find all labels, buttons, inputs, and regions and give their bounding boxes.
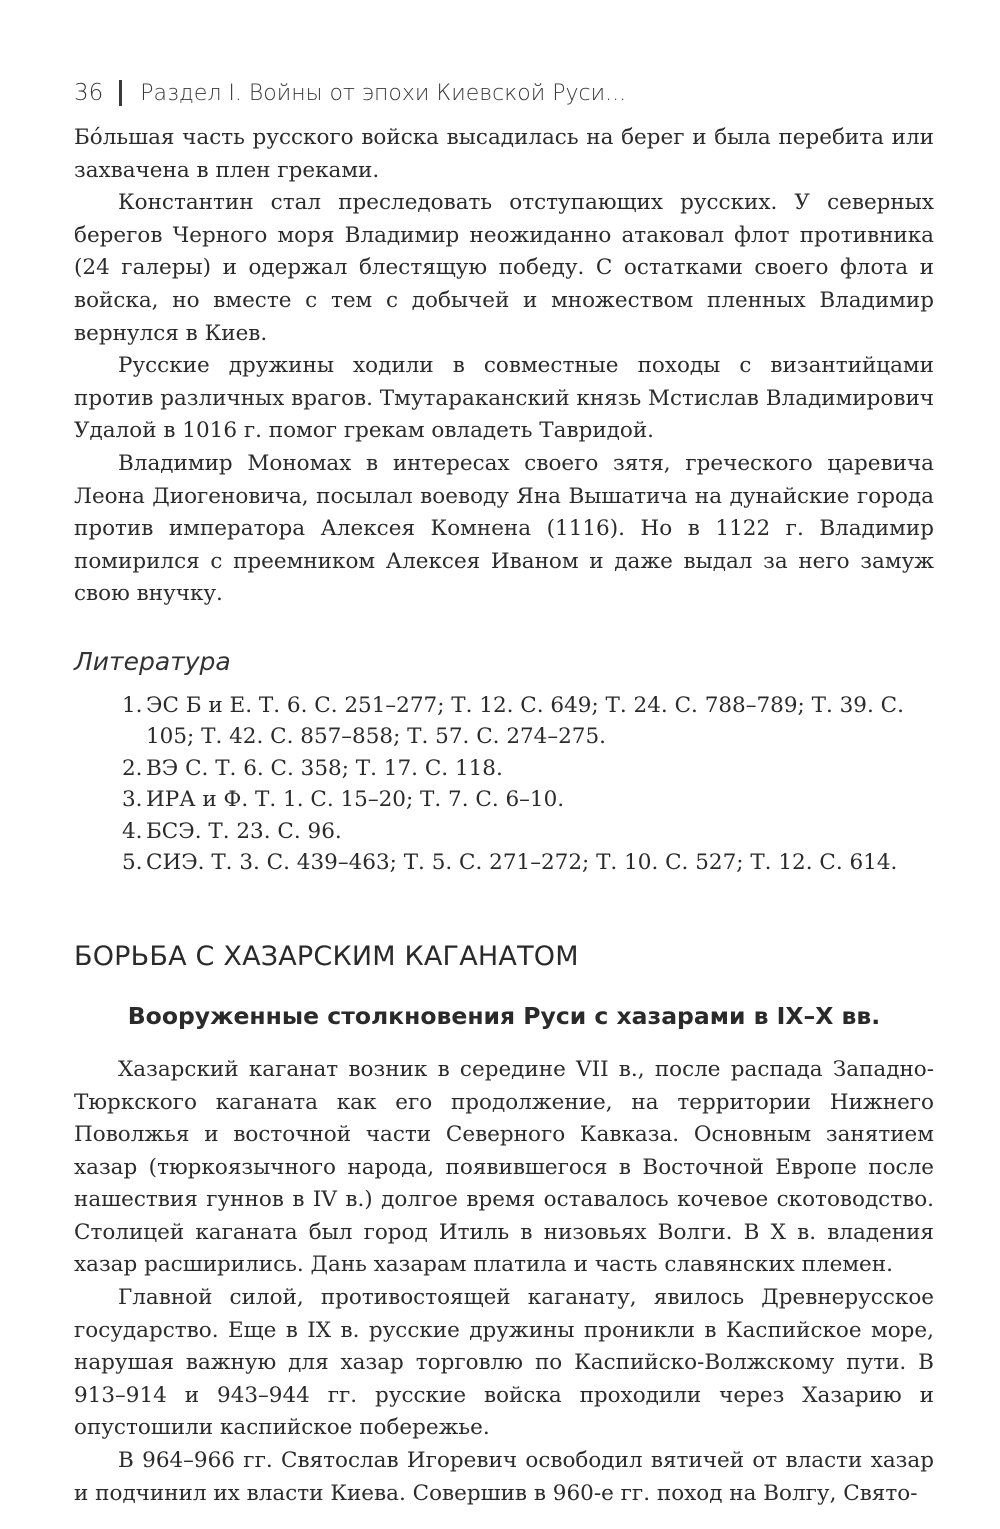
paragraph: Главной силой, противостоящей каганату, явилось Древнерусское государство. Еще в IX в. русские дружины проникли в Каспийское море, нарушая важную для хазар торговлю по Каспийско-Волжскому пути. В 913–914 и 943–944 гг. русские войска проходили через Хазарию и опустошили каспийское побережье. [74, 1285, 934, 1441]
running-title: Раздел I. Войны от эпохи Киевской Руси... [140, 80, 627, 106]
running-header [74, 68, 934, 118]
item-text: БСЭ. Т. 23. С. 96. [146, 818, 342, 844]
section-subheading: Вооруженные столкновения Руси с хазарами в IX–X вв. [127, 1001, 881, 1030]
literature-item [122, 753, 934, 785]
header-divider [119, 80, 122, 106]
page-number: 36 [74, 80, 104, 106]
item-text: СИЭ. Т. 3. С. 439–463; Т. 5. С. 271–272; Т. 10. С. 527; Т. 12. С. 614. [146, 850, 898, 876]
literature-heading: Литература [74, 646, 231, 676]
item-number: 3. [122, 787, 143, 813]
body-text-bottom [74, 1054, 934, 1510]
body-text-top [74, 122, 934, 611]
literature-item [122, 847, 934, 879]
item-text: ВЭ С. Т. 6. С. 358; Т. 17. С. 118. [146, 755, 503, 781]
item-text: ЭС Б и Е. Т. 6. С. 251–277; Т. 12. С. 649; Т. 24. С. 788–789; Т. 39. С. 105; Т. 42. С. 857–858; Т. 57. С. 274–275. [146, 692, 904, 750]
item-number: 1. [122, 692, 143, 718]
chapter-heading: БОРЬБА С ХАЗАРСКИМ КАГАНАТОМ [74, 940, 579, 972]
paragraph: В 964–966 гг. Святослав Игоревич освободил вятичей от власти хазар и подчинил их власти Киева. Совершив в 960-е гг. поход на Волгу, Свято- [74, 1448, 934, 1506]
literature-list [74, 690, 934, 879]
paragraph: Бóльшая часть русского войска высадилась на берег и была перебита или захвачена в плен греками. [74, 125, 934, 183]
item-number: 4. [122, 818, 143, 844]
paragraph: Константин стал преследовать отступающих русских. У северных берегов Черного моря Владимир неожиданно атаковал флот противника (24 галеры) и одержал блестящую победу. С остатками своего флота и войска, но вместе с тем с добычей и множеством пленных Владимир вернулся в Киев. [74, 190, 934, 346]
paragraph: Хазарский каганат возник в середине VII в., после распада Западно-Тюркского каганата как его продолжение, на территории Нижнего Поволжья и восточной части Северного Кавказа. Основным занятием хазар (тюркоязычного народа, появившегося в Восточной Европе после нашествия гуннов в IV в.) долгое время оставалось кочевое скотоводство. Столицей каганата был город Итиль в низовьях Волги. В X в. владения хазар расширились. Дань хазарам платила и часть славянских племен. [74, 1056, 934, 1278]
paragraph: Владимир Мономах в интересах своего зятя, греческого царевича Леона Диогеновича, посылал воеводу Яна Вышатича на дунайские города против императора Алексея Комнена (1116). Но в 1122 г. Владимир помирился с преемником Алексея Иваном и даже выдал за него замуж свою внучку. [74, 450, 934, 607]
item-text: ИРА и Ф. Т. 1. С. 15–20; Т. 7. С. 6–10. [146, 787, 565, 813]
literature-item [122, 690, 934, 753]
item-number: 2. [122, 755, 143, 781]
literature-item [122, 784, 934, 816]
item-number: 5. [122, 850, 143, 876]
literature-item [122, 816, 934, 848]
paragraph: Русские дружины ходили в совместные походы с византийцами против различных врагов. Тмутараканский князь Мстислав Владимирович Удалой в 1016 г. помог грекам овладеть Тавридой. [74, 353, 934, 444]
book-page [74, 68, 934, 1510]
